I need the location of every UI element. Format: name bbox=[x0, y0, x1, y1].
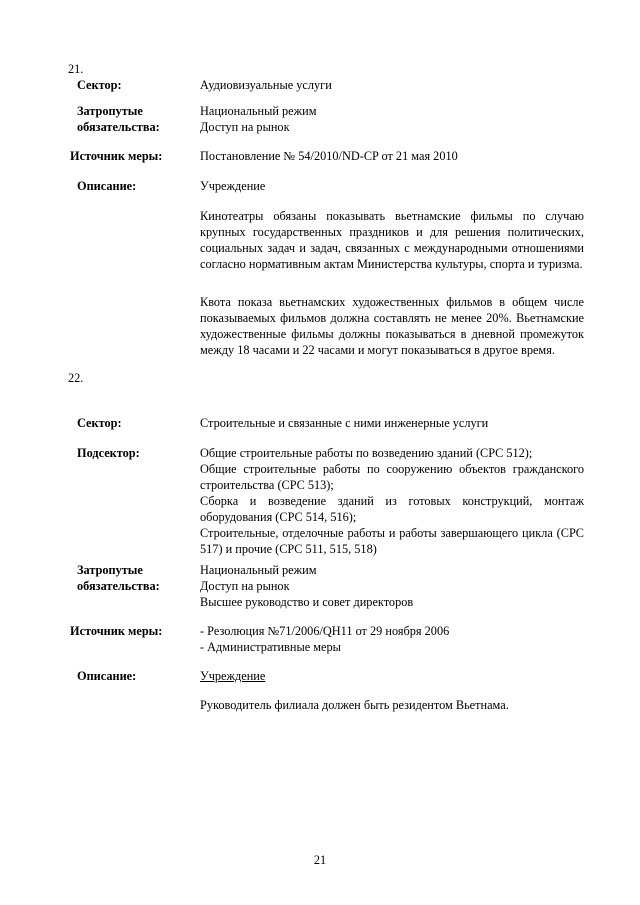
description-heading bbox=[200, 668, 584, 684]
obligation-item: Национальный режим bbox=[200, 563, 317, 577]
obligation-item: Доступ на рынок bbox=[200, 120, 290, 134]
description-paragraph: Квота показа вьетнамских художественных фильмов в общем числе показываемых фильмов должна составлять не менее 20%. Вьетнамские художественные фильмы должны показываться в дневной промежуток между 18 часами и 22 часами и могут показываться в другое время. bbox=[200, 295, 584, 357]
obligations-list bbox=[200, 103, 584, 135]
description-heading: Учреждение bbox=[200, 179, 266, 193]
subsector-item: Общие строительные работы по сооружению объектов гражданского строительства (CPC 513); bbox=[200, 462, 584, 492]
subsector-list bbox=[200, 445, 584, 557]
obligation-item: Высшее руководство и совет директоров bbox=[200, 595, 414, 609]
obligations-label bbox=[77, 103, 160, 135]
page-number: 21 bbox=[313, 853, 327, 867]
sector-value: Строительные и связанные с ними инженерные услуги bbox=[200, 416, 489, 430]
subsector-item: Общие строительные работы по возведению зданий (CPC 512); bbox=[200, 446, 533, 460]
source-line: - Административные меры bbox=[200, 640, 341, 654]
sector-label: Сектор: bbox=[77, 78, 122, 92]
source-value bbox=[200, 623, 584, 655]
description-paragraph: Кинотеатры обязаны показывать вьетнамские фильмы по случаю крупных государственных праздников и для решения политических, социальных задач и задач, связанных с международными отношениями согласно нормативным актам Министерства культуры, спорта и туризма. bbox=[200, 209, 584, 271]
entry-number: 22. bbox=[68, 371, 84, 385]
description-paragraph: Руководитель филиала должен быть резидентом Вьетнама. bbox=[200, 698, 509, 712]
obligation-item: Национальный режим bbox=[200, 104, 317, 118]
sector-value: Аудиовизуальные услуги bbox=[200, 78, 332, 92]
obligations-list bbox=[200, 562, 584, 610]
description-label: Описание: bbox=[77, 669, 137, 683]
obligations-label-line: обязательства: bbox=[77, 579, 160, 593]
sector-label: Сектор: bbox=[77, 416, 122, 430]
entry-number: 21. bbox=[68, 62, 84, 76]
source-line: - Резолюция №71/2006/QH11 от 29 ноября 2006 bbox=[200, 624, 450, 638]
subsector-item: Сборка и возведение зданий из готовых конструкций, монтаж оборудования (CPC 514, 516); bbox=[200, 494, 584, 524]
subsector-item: Строительные, отделочные работы и работы завершающего цикла (CPC 517) и прочие (CPC 511, 515, 518) bbox=[200, 526, 584, 556]
subsector-label: Подсектор: bbox=[77, 446, 140, 460]
obligation-item: Доступ на рынок bbox=[200, 579, 290, 593]
source-label: Источник меры: bbox=[70, 624, 163, 638]
source-label: Источник меры: bbox=[70, 149, 163, 163]
obligations-label-line: обязательства: bbox=[77, 120, 160, 134]
source-value: Постановление № 54/2010/ND-CP от 21 мая 2010 bbox=[200, 149, 458, 163]
obligations-label bbox=[77, 562, 160, 594]
obligations-label-line: Затропутые bbox=[77, 104, 143, 118]
description-label: Описание: bbox=[77, 179, 137, 193]
obligations-label-line: Затропутые bbox=[77, 563, 143, 577]
description-heading-text: Учреждение bbox=[200, 669, 266, 683]
